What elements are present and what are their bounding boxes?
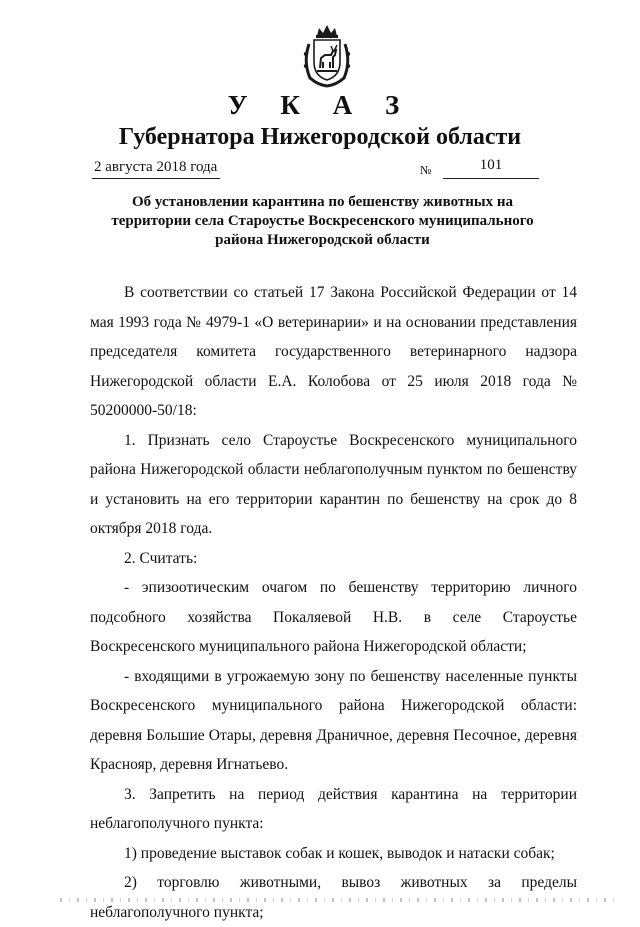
number-underline [443, 178, 539, 179]
document-number: 101 [479, 157, 503, 173]
clause-2-item-b: - входящими в угрожаемую зону по бешенству населенные пункты Воскресенского муниципального района Нижегородской области: деревня Большие Отары, деревня Драничное, деревня Песочное, деревня Краснояр, деревня Игнатьево. [90, 667, 577, 773]
clause-1: 1. Признать село Староустье Воскресенского муниципального района Нижегородской области неблагополучным пунктом по бешенству и установить на его территории карантин по бешенству на срок до 8 октября 2018 года. [90, 431, 577, 537]
heading-line: территории села Староустье Воскресенского муниципального [111, 213, 534, 229]
date-underline [92, 178, 220, 179]
document-type-title: У К А З [227, 90, 413, 120]
scan-noise [60, 898, 620, 902]
clause-2-item-a: - эпизоотическим очагом по бешенству территорию личного подсобного хозяйства Покаляевой Н.В. в селе Староустье Воскресенского муниципального района Нижегородской области; [90, 579, 577, 655]
document-body [90, 278, 577, 927]
document-date: 2 августа 2018 года [94, 159, 218, 175]
clause-3: 3. Запретить на период действия карантина на территории неблагополучного пункта: [90, 785, 577, 832]
heading-line: Об установлении карантина по бешенству животных на [131, 194, 513, 210]
clause-3-item-1: 1) проведение выставок собак и кошек, выводок и натаски собак; [124, 844, 555, 862]
issuer-title: Губернатора Нижегородской области [118, 124, 522, 150]
clause-3-item-2: 2) торговлю животными, вывоз животных за пределы неблагополучного пункта; [90, 874, 577, 921]
clause-2: 2. Считать: [124, 549, 198, 567]
heading-line: района Нижегородской области [215, 232, 430, 248]
coat-of-arms-icon [300, 22, 354, 88]
number-sign: № [420, 163, 432, 177]
document-heading [80, 193, 565, 250]
emblem [300, 22, 354, 88]
intro-paragraph: В соответствии со статьей 17 Закона Российской Федерации от 14 мая 1993 года № 4979-1 «О ветеринарии» и на основании представления председателя комитета государственного ветеринарного надзора Нижегородской области Е.А. Колобова от 25 июля 2018 года № 50200000-50/18: [90, 284, 577, 419]
